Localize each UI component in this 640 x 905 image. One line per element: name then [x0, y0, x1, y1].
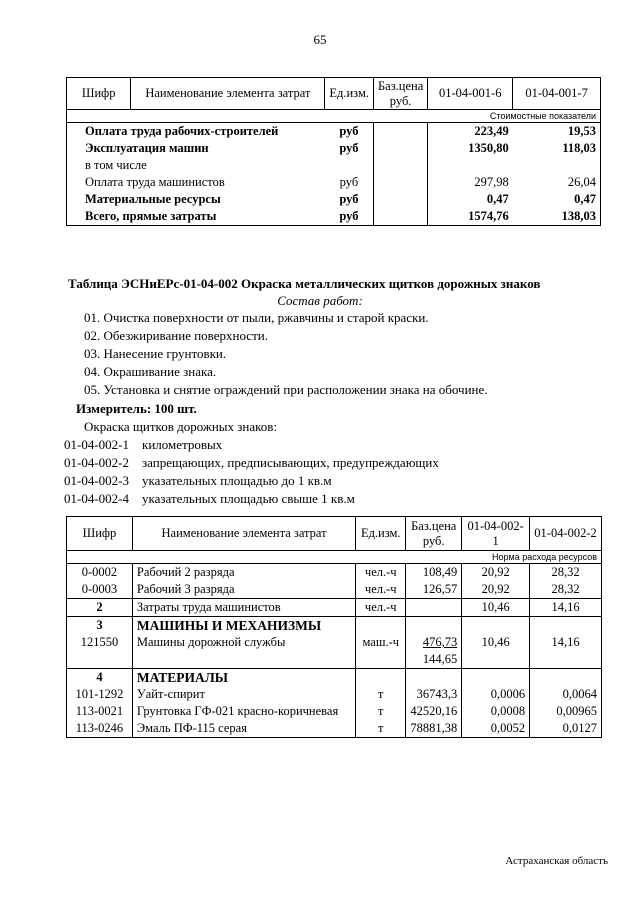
footer-region: Астраханская область — [505, 855, 608, 867]
header-col2: 01-04-002-2 — [530, 517, 602, 551]
table-row: 4 МАТЕРИАЛЫ — [67, 669, 602, 687]
header-code: Шифр — [67, 517, 133, 551]
table-row: 0-0003 Рабочий 3 разряда чел.-ч 126,57 20,92 28,32 — [67, 581, 602, 599]
page-number: 65 — [313, 32, 327, 47]
composition-label: Состав работ: — [277, 293, 363, 308]
table-row: Всего, прямые затраты руб 1574,76 138,03 — [67, 208, 601, 226]
header-code: Шифр — [67, 78, 131, 110]
price-value: 476,73 — [422, 635, 458, 649]
header-col1: 01-04-002-1 — [462, 517, 530, 551]
variant-text: указательных площадью свыше 1 кв.м — [142, 491, 355, 506]
header-unit: Ед.изм. — [356, 517, 406, 551]
work-step: 05. Установка и снятие ограждений при расположении знака на обочине. — [84, 382, 488, 397]
table-row: 101-1292 Уайт-спирит т 36743,3 0,0006 0,0064 — [67, 686, 602, 703]
resource-norms-table — [66, 516, 602, 738]
table-row: Эксплуатация машин руб 1350,80 118,03 — [85, 141, 596, 155]
table-row: 3 МАШИНЫ И МЕХАНИЗМЫ — [67, 617, 602, 635]
variant-text: километровых — [142, 437, 223, 452]
header-name: Наименование элемента затрат — [131, 78, 325, 110]
header-name: Наименование элемента затрат — [132, 517, 355, 551]
table-row: 2 Затраты труда машинистов чел.-ч 10,46 14,16 — [67, 599, 602, 617]
table-row: Оплата труда рабочих-строителей руб 223,49 19,53 — [85, 124, 596, 138]
table-row: Материальные ресурсы руб 0,47 0,47 — [85, 192, 596, 206]
header-base-price: Баз.цена руб. — [373, 78, 427, 110]
variant-code: 01-04-002-3 — [64, 473, 129, 488]
table-row: 113-0246 Эмаль ПФ-115 серая т 78881,38 0,0052 0,0127 — [67, 720, 602, 738]
section-title: Таблица ЭСНиЕРс-01-04-002 Окраска металлических щитков дорожных знаков — [68, 276, 541, 291]
variant-code: 01-04-002-4 — [64, 491, 129, 506]
subheader: Норма расхода ресурсов — [67, 551, 602, 564]
header-col2: 01-04-001-7 — [513, 78, 601, 110]
header-col1: 01-04-001-6 — [428, 78, 513, 110]
table-row: 0-0002 Рабочий 2 разряда чел.-ч 108,49 20,92 28,32 — [67, 564, 602, 582]
variant-text: указательных площадью до 1 кв.м — [142, 473, 332, 488]
intro: Окраска щитков дорожных знаков: — [84, 419, 278, 434]
header-base-price: Баз.цена руб. — [406, 517, 462, 551]
work-step: 02. Обезжиривание поверхности. — [84, 328, 268, 343]
measure: Измеритель: 100 шт. — [76, 401, 197, 416]
variant-code: 01-04-002-1 — [64, 437, 129, 452]
variant-code: 01-04-002-2 — [64, 455, 129, 470]
table-row: 121550 Машины дорожной службы маш.-ч 476,73 144,65 10,46 14,16 — [67, 634, 602, 669]
variant-text: запрещающих, предписывающих, предупреждающих — [142, 455, 439, 470]
subheader: Стоимостные показатели — [67, 110, 601, 123]
work-step: 04. Окрашивание знака. — [84, 364, 217, 379]
table-row: Оплата труда машинистов руб 297,98 26,04 — [85, 175, 596, 189]
table-row: в том числе — [67, 157, 601, 174]
work-step: 03. Нанесение грунтовки. — [84, 346, 227, 361]
table-row: 113-0021 Грунтовка ГФ-021 красно-коричневая т 42520,16 0,0008 0,00965 — [67, 703, 602, 720]
cost-indicators-table — [66, 77, 601, 226]
header-unit: Ед.изм. — [325, 78, 374, 110]
price-value-second: 144,65 — [422, 652, 458, 666]
work-step: 01. Очистка поверхности от пыли, ржавчины и старой краски. — [84, 310, 429, 325]
